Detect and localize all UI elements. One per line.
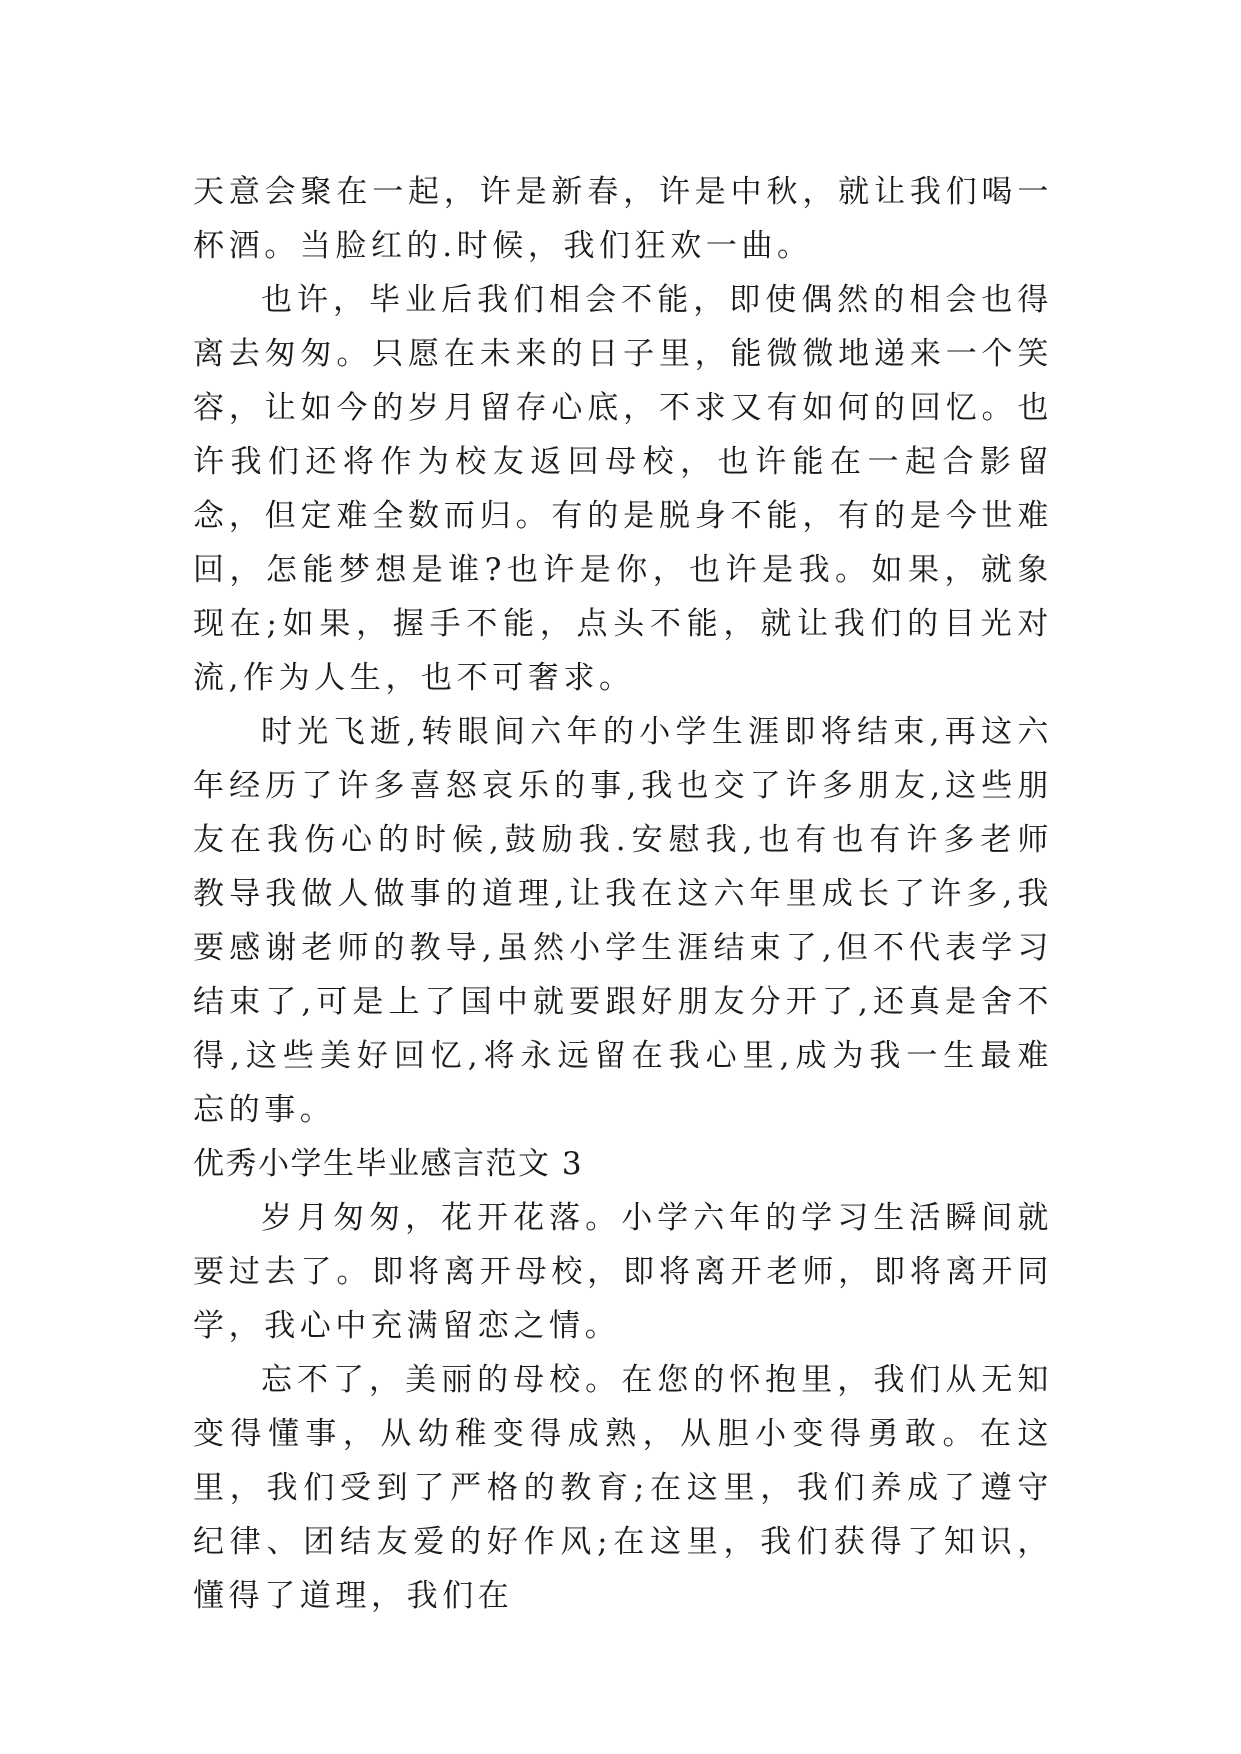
document-body (193, 165, 1053, 1623)
paragraph: 天意会聚在一起，许是新春，许是中秋，就让我们喝一杯酒。当脸红的.时候，我们狂欢一曲。 (193, 174, 1053, 264)
paragraph: 也许，毕业后我们相会不能，即使偶然的相会也得离去匆匆。只愿在未来的日子里，能微微地递来一个笑容，让如今的岁月留存心底，不求又有如何的回忆。也许我们还将作为校友返回母校，也许能在一起合影留念，但定难全数而归。有的是脱身不能，有的是今世难回，怎能梦想是谁?也许是你，也许是我。如果，就象现在;如果，握手不能，点头不能，就让我们的目光对流,作为人生，也不可奢求。 (193, 282, 1053, 696)
paragraph: 岁月匆匆，花开花落。小学六年的学习生活瞬间就要过去了。即将离开母校，即将离开老师，即将离开同学，我心中充满留恋之情。 (193, 1200, 1053, 1344)
section-title: 优秀小学生毕业感言范文 3 (193, 1146, 584, 1182)
paragraph: 时光飞逝,转眼间六年的小学生涯即将结束,再这六年经历了许多喜怒哀乐的事,我也交了许多朋友,这些朋友在我伤心的时候,鼓励我.安慰我,也有也有许多老师教导我做人做事的道理,让我在这六年里成长了许多,我要感谢老师的教导,虽然小学生涯结束了,但不代表学习结束了,可是上了国中就要跟好朋友分开了,还真是舍不得,这些美好回忆,将永远留在我心里,成为我一生最难忘的事。 (193, 714, 1053, 1128)
paragraph: 忘不了，美丽的母校。在您的怀抱里，我们从无知变得懂事，从幼稚变得成熟，从胆小变得勇敢。在这里，我们受到了严格的教育;在这里，我们养成了遵守纪律、团结友爱的好作风;在这里，我们获得了知识，懂得了道理，我们在 (193, 1362, 1053, 1614)
